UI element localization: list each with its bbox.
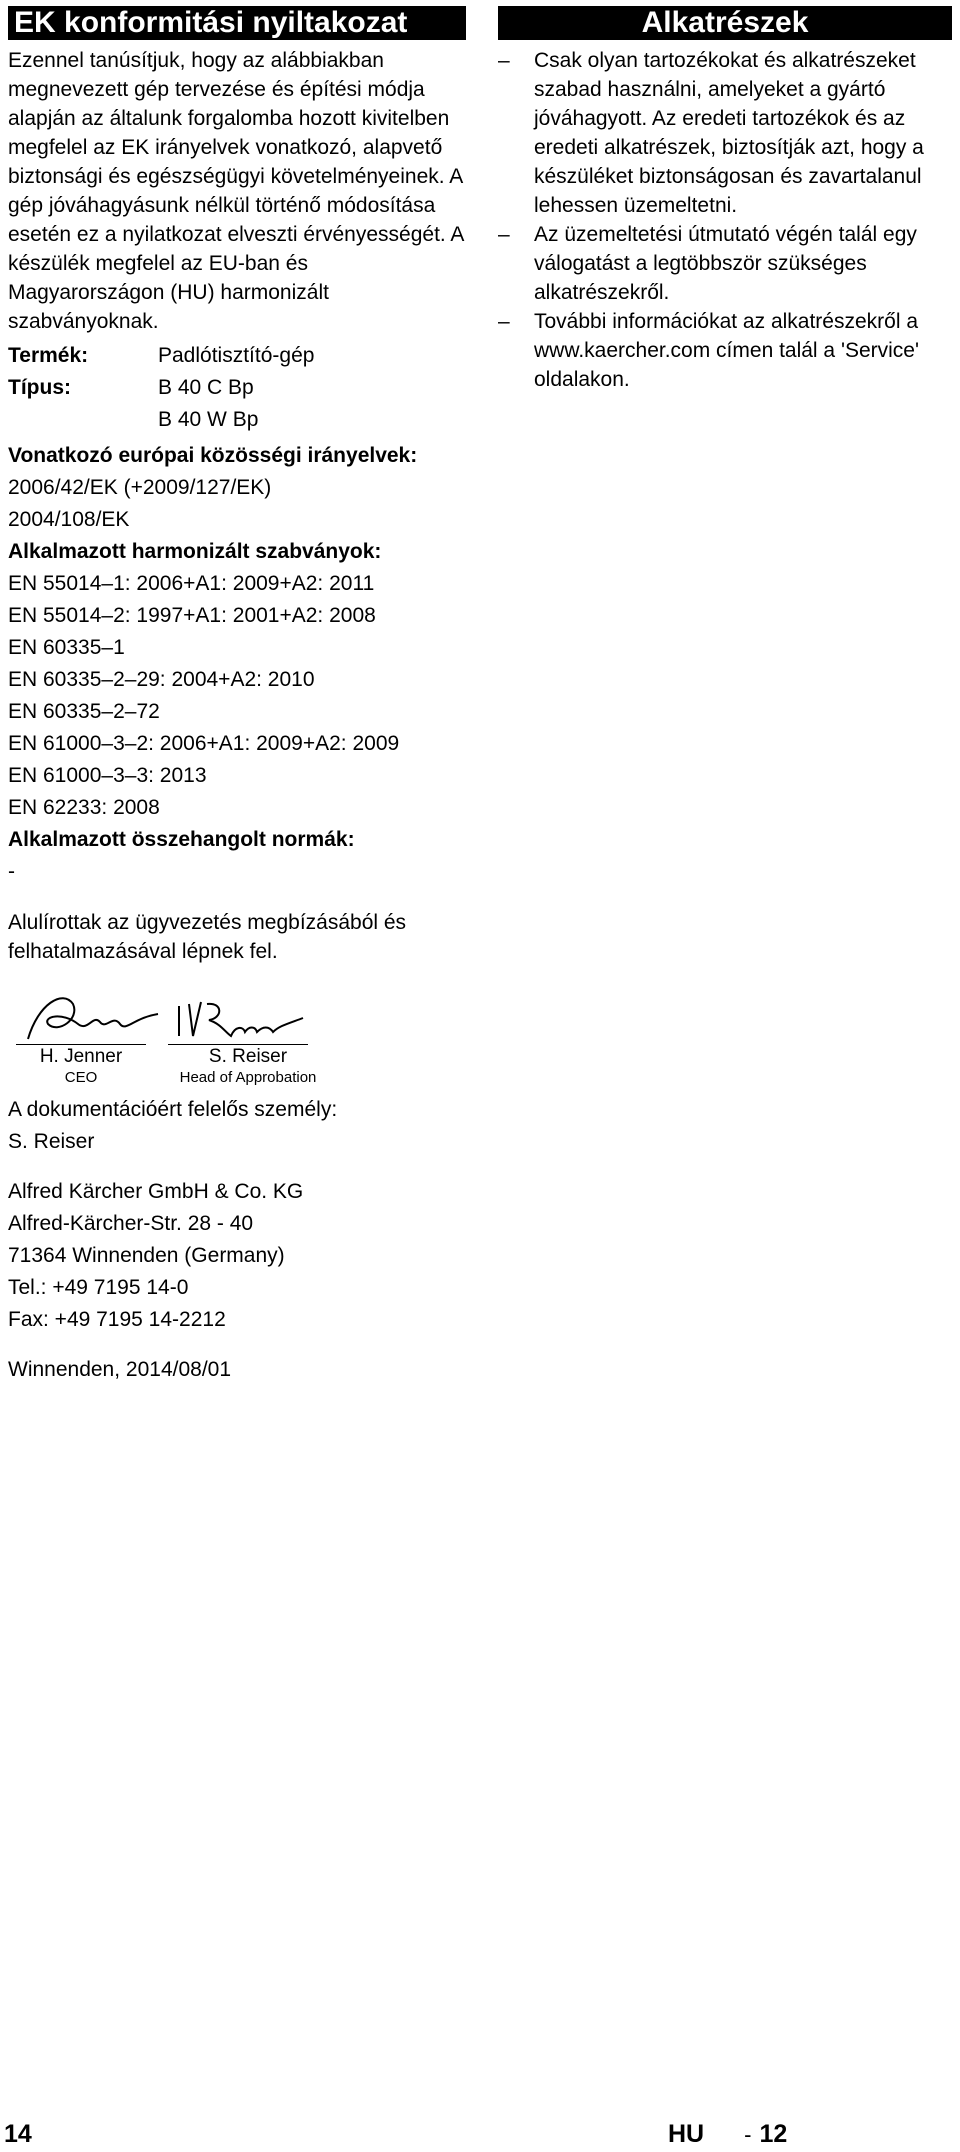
product-row (8, 340, 466, 372)
right-column (498, 6, 952, 394)
parts-bullet (498, 220, 952, 307)
page-number-right: 12 (759, 2120, 788, 2148)
declaration-heading: EK konformitási nyiltakozat (8, 6, 466, 40)
standard-item: EN 55014–1: 2006+A1: 2009+A2: 2011 (8, 572, 375, 595)
address-line: Fax: +49 7195 14-2212 (8, 1308, 226, 1331)
signer-2 (168, 1046, 328, 1088)
standard-item: EN 61000–3–3: 2013 (8, 764, 207, 787)
language-code: HU (668, 2120, 705, 2148)
bullet-dash: – (498, 310, 510, 333)
doc-responsible-name: S. Reiser (8, 1130, 95, 1153)
norms-title: Alkalmazott összehangolt normák: (8, 828, 355, 851)
signer-1-name: H. Jenner (39, 1046, 123, 1067)
signed-text: Alulírottak az ügyvezetés megbízásából és felhatalmazásával lépnek fel. (8, 911, 407, 963)
norms-value: - (8, 860, 15, 883)
address-line: Tel.: +49 7195 14-0 (8, 1276, 189, 1299)
standard-item: EN 60335–1 (8, 636, 125, 659)
address-line: Alfred-Kärcher-Str. 28 - 40 (8, 1212, 254, 1235)
bullet-dash: – (498, 49, 510, 72)
directive-item: 2006/42/EK (+2009/127/EK) (8, 476, 272, 499)
doc-responsible-label: A dokumentációért felelős személy: (8, 1098, 338, 1121)
parts-bullet (498, 307, 952, 394)
directives-title: Vonatkozó európai közösségi irányelvek: (8, 444, 418, 467)
parts-bullet (498, 46, 952, 220)
page-number-left: 14 (4, 2120, 32, 2148)
bullet-text: További információkat az alkatrészekről a www.kaercher.com címen talál a 'Service' oldalakon. (534, 310, 919, 391)
footer-right (668, 2120, 787, 2149)
signature-reiser (173, 996, 323, 1046)
address-line: 71364 Winnenden (Germany) (8, 1244, 285, 1267)
standard-item: EN 60335–2–29: 2004+A2: 2010 (8, 668, 315, 691)
type-label: Típus: (8, 376, 71, 399)
standard-item: EN 62233: 2008 (8, 796, 160, 819)
left-column (8, 6, 466, 1386)
intro-paragraph: Ezennel tanúsítjuk, hogy az alábbiakban megnevezett gép tervezése és építési módja alapján az általunk forgalomba hozott kivitelben megfelel az EK irányelvek vonatkozó, alapvető biztonsági és egészségügyi követelményeinek. A gép jóváhagyásunk nélkül történő módosítása esetén ez a nyilatkozat elveszti érvényességét. A készülék megfelel az EU-ban és Magyarországon (HU) harmonizált szabványoknak. (8, 49, 464, 333)
bullet-text: Csak olyan tartozékokat és alkatrészeket szabad használni, amelyeket a gyártó jóváhagyott. Az eredeti tartozékok és az eredeti alkatrészek, biztosítják azt, hogy a készüléket biztonságosan és zavartalanul lehessen üzemeltetni. (534, 49, 924, 217)
standard-item: EN 61000–3–2: 2006+A1: 2009+A2: 2009 (8, 732, 400, 755)
type-value-1: B 40 C Bp (158, 376, 254, 399)
product-label: Termék: (8, 344, 89, 367)
standards-title: Alkalmazott harmonizált szabványok: (8, 540, 382, 563)
standard-item: EN 55014–2: 1997+A1: 2001+A2: 2008 (8, 604, 376, 627)
product-value: Padlótisztító-gép (158, 344, 315, 367)
directive-item: 2004/108/EK (8, 508, 130, 531)
footer-separator: - (744, 2122, 752, 2147)
bullet-dash: – (498, 223, 510, 246)
type-row (8, 372, 466, 404)
address-line: Alfred Kärcher GmbH & Co. KG (8, 1180, 304, 1203)
signer-1 (16, 1046, 146, 1088)
place-date: Winnenden, 2014/08/01 (8, 1358, 232, 1381)
signer-2-role: Head of Approbation (179, 1069, 317, 1086)
type-value-2: B 40 W Bp (158, 408, 259, 431)
standard-item: EN 60335–2–72 (8, 700, 160, 723)
signature-area (8, 984, 466, 1094)
signer-2-name: S. Reiser (208, 1046, 288, 1067)
bullet-text: Az üzemeltetési útmutató végén talál egy válogatást a legtöbbször szükséges alkatrészekről. (534, 223, 917, 304)
signer-1-role: CEO (64, 1069, 98, 1086)
parts-heading: Alkatrészek (498, 6, 952, 40)
